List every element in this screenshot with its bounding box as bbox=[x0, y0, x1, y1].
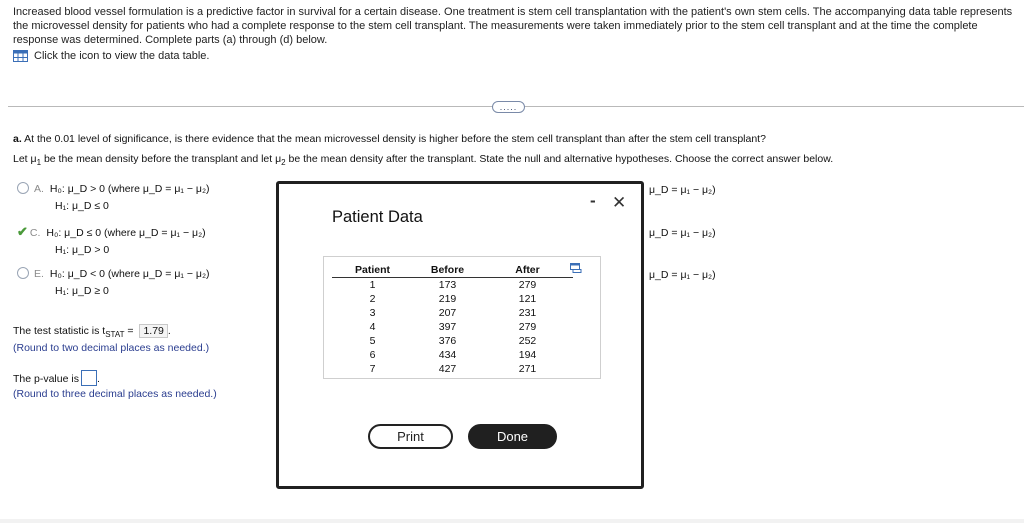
cell: 252 bbox=[518, 335, 537, 347]
data-table-link[interactable] bbox=[13, 50, 209, 62]
table-icon[interactable] bbox=[13, 50, 28, 62]
data-table bbox=[323, 256, 601, 379]
stat-sub: STAT bbox=[105, 330, 125, 340]
cell: 173 bbox=[438, 279, 457, 291]
cell: 434 bbox=[438, 349, 457, 361]
option-e-h0: H₀: μ_D < 0 (where μ_D = μ₁ − μ₂) bbox=[49, 268, 210, 280]
option-a[interactable] bbox=[17, 181, 210, 215]
let-mid2: be the mean density after the transplant. State the null and alternative hypotheses. Choose the correct answer below. bbox=[288, 153, 834, 165]
part-label: a. bbox=[13, 133, 22, 145]
col-header-patient: Patient bbox=[332, 263, 413, 278]
done-button[interactable]: Done bbox=[468, 424, 557, 449]
stat-eq: = bbox=[127, 325, 134, 337]
pvalue-input[interactable] bbox=[81, 370, 97, 386]
close-button[interactable]: ✕ bbox=[612, 193, 627, 212]
problem-intro: Increased blood vessel formulation is a predictive factor in survival for a certain disease. One treatment is stem cell transplantation with the patient's own stem cells. The accompanying data table represents the microvessel density for patients who had a complete response to the stem cell transplant. The measurements were taken immediately prior to the stem cell transplant and at the time the complete response was determined. Complete parts (a) through (d) below. bbox=[13, 6, 1013, 46]
table-row bbox=[332, 348, 573, 362]
option-d-fragment: μ_D = μ₁ − μ₂) bbox=[649, 227, 716, 239]
radio-e[interactable] bbox=[17, 267, 29, 279]
cell: 427 bbox=[438, 363, 457, 375]
col-header-after: After bbox=[482, 263, 573, 278]
cell: 6 bbox=[369, 349, 376, 361]
dialog-title: Patient Data bbox=[332, 208, 423, 226]
radio-a[interactable] bbox=[17, 182, 29, 194]
stat-value: 1.79 bbox=[139, 324, 167, 338]
table-row bbox=[332, 292, 573, 306]
cell: 4 bbox=[369, 321, 376, 333]
bottom-bar bbox=[0, 519, 1024, 523]
p-value bbox=[13, 370, 217, 400]
data-link-label[interactable]: Click the icon to view the data table. bbox=[34, 50, 210, 62]
table-row bbox=[332, 320, 573, 334]
cell: 207 bbox=[438, 307, 457, 319]
variable-definition: Let $\mu_1$ be the mean density before the transplant and let $\mu_2$ be the mean density after the transplant. State the null and alternative hypotheses. Choose the correct answer below. bbox=[13, 153, 834, 168]
option-e-h1: H₁: μ_D ≥ 0 bbox=[55, 285, 109, 297]
cell: 397 bbox=[438, 321, 457, 333]
option-e[interactable] bbox=[17, 266, 210, 300]
cell: 194 bbox=[518, 349, 537, 361]
let-prefix: Let bbox=[13, 153, 28, 165]
table-row bbox=[332, 278, 573, 293]
table-row bbox=[332, 306, 573, 320]
cell: 279 bbox=[518, 279, 537, 291]
stat-label: The test statistic is t bbox=[13, 325, 106, 337]
stat-end: . bbox=[167, 325, 171, 337]
option-c-h0: H₀: μ_D ≤ 0 (where μ_D = μ₁ − μ₂) bbox=[46, 227, 206, 239]
cell: 219 bbox=[438, 293, 457, 305]
option-f-fragment: μ_D = μ₁ − μ₂) bbox=[649, 269, 716, 281]
col-header-before: Before bbox=[413, 263, 482, 278]
test-statistic bbox=[13, 324, 209, 354]
option-c[interactable] bbox=[17, 223, 206, 259]
option-c-h1: H₁: μ_D > 0 bbox=[55, 244, 110, 256]
pvalue-label: The p-value is bbox=[13, 373, 79, 385]
copy-icon[interactable] bbox=[570, 263, 582, 273]
question-text: At the 0.01 level of significance, is there evidence that the mean microvessel density is higher before the stem cell transplant than after the stem cell transplant? bbox=[24, 133, 766, 145]
cell: 1 bbox=[369, 279, 376, 291]
check-icon: ✔ bbox=[17, 224, 28, 239]
cell: 376 bbox=[438, 335, 457, 347]
option-a-h0: H₀: μ_D > 0 (where μ_D = μ₁ − μ₂) bbox=[49, 183, 210, 195]
cell: 7 bbox=[369, 363, 376, 375]
option-b-fragment: μ_D = μ₁ − μ₂) bbox=[649, 184, 716, 196]
cell: 3 bbox=[369, 307, 376, 319]
option-c-letter: C. bbox=[29, 227, 41, 239]
stat-round-hint: (Round to two decimal places as needed.) bbox=[13, 342, 210, 355]
cell: 2 bbox=[369, 293, 376, 305]
cell: 279 bbox=[518, 321, 537, 333]
cell: 271 bbox=[518, 363, 537, 375]
cell: 5 bbox=[369, 335, 376, 347]
let-mid1: be the mean density before the transplant and let bbox=[43, 153, 273, 165]
question-a bbox=[13, 133, 766, 145]
table-row bbox=[332, 362, 573, 376]
option-a-h1: H₁: μ_D ≤ 0 bbox=[55, 200, 109, 212]
patient-data-dialog bbox=[276, 181, 644, 489]
pvalue-round-hint: (Round to three decimal places as needed.) bbox=[13, 388, 217, 400]
pvalue-end: . bbox=[96, 373, 100, 385]
cell: 231 bbox=[518, 307, 537, 319]
cell: 121 bbox=[518, 293, 537, 305]
table-row bbox=[332, 334, 573, 348]
print-button[interactable]: Print bbox=[368, 424, 453, 449]
expand-more-button[interactable]: ..... bbox=[492, 101, 525, 113]
minimize-button[interactable]: - bbox=[590, 191, 596, 210]
option-e-letter: E. bbox=[34, 268, 44, 280]
option-a-letter: A. bbox=[34, 183, 44, 195]
